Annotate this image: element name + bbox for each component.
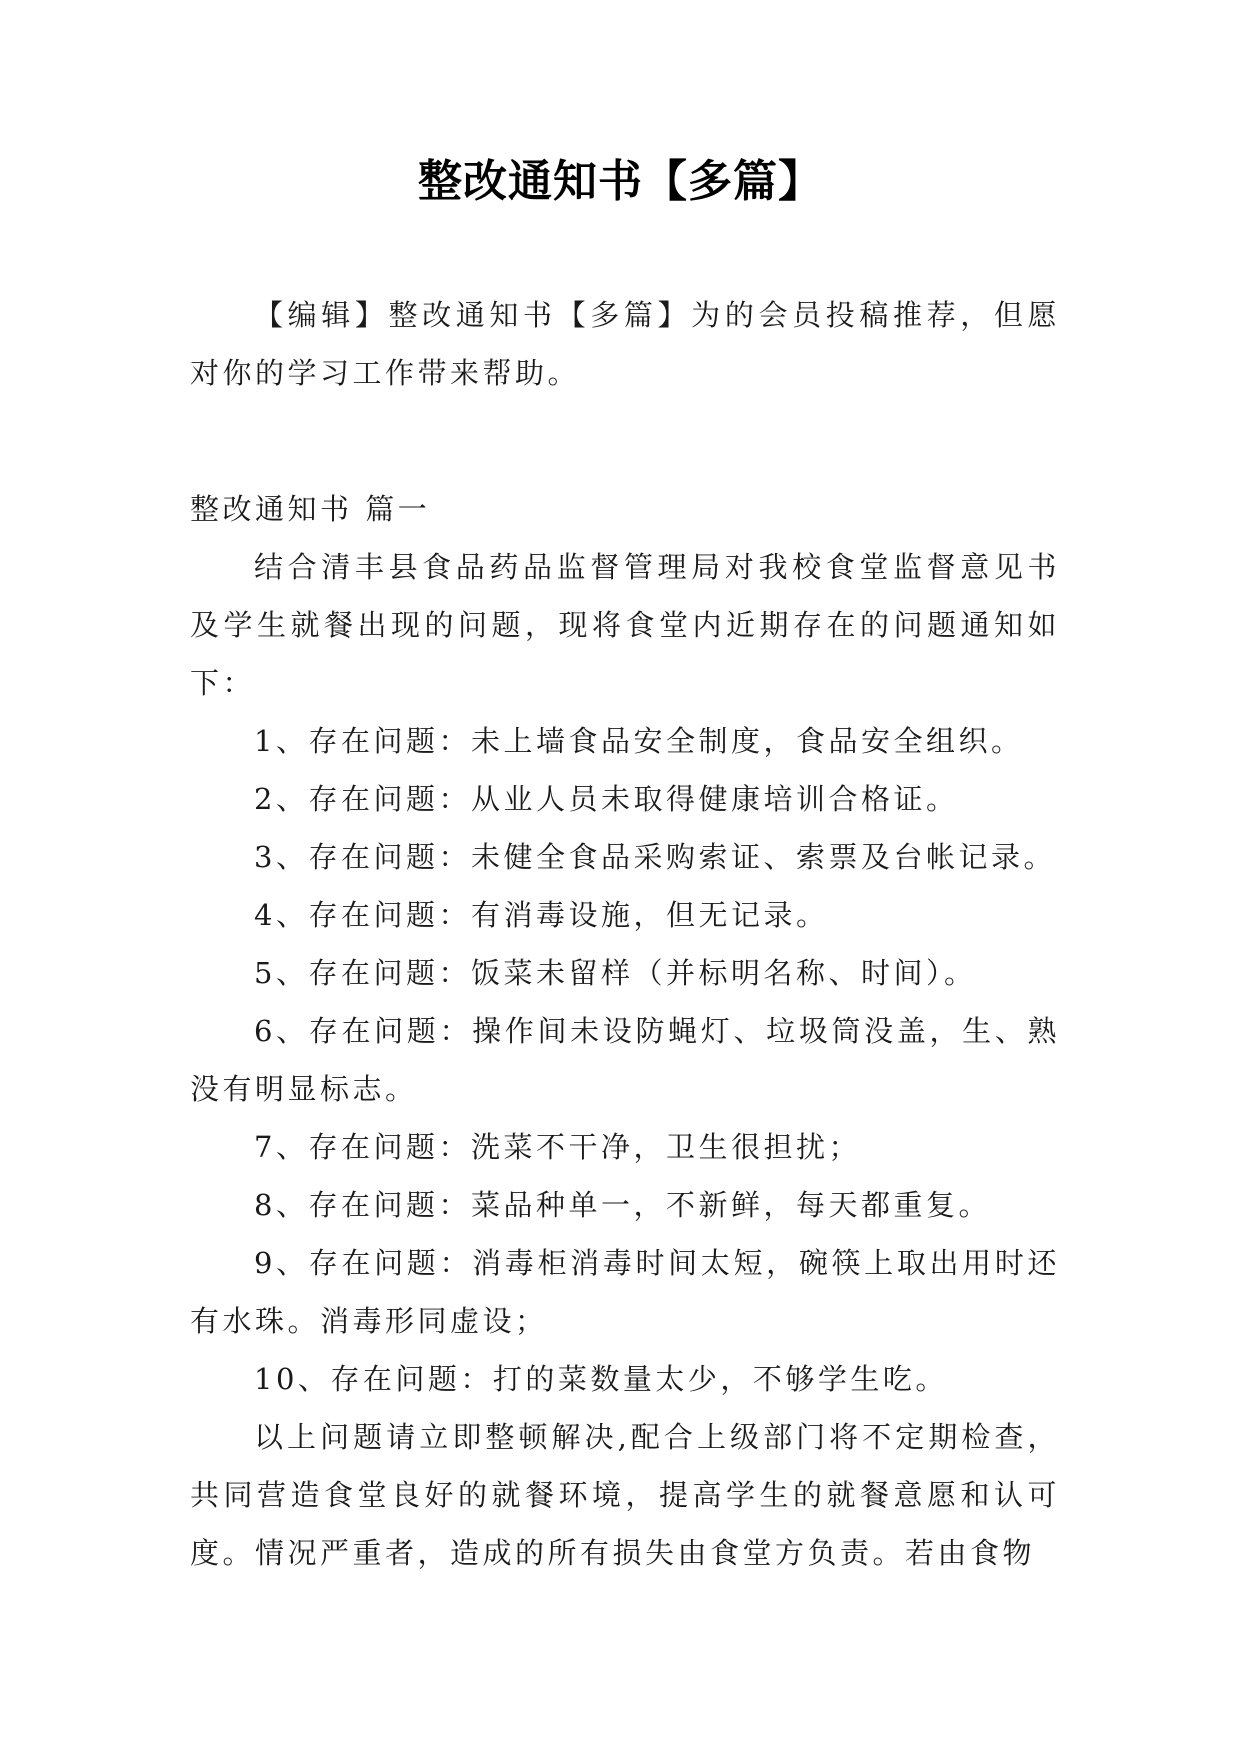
issue-item: 5、存在问题：饭菜未留样（并标明名称、时间）。 (254, 956, 977, 990)
document-body (190, 286, 1060, 1582)
document-title: 整改通知书【多篇】 (418, 156, 823, 207)
spacer (190, 402, 1060, 460)
issue-item: 10、存在问题：打的菜数量太少，不够学生吃。 (254, 1362, 948, 1396)
issue-item: 4、存在问题：有消毒设施，但无记录。 (254, 898, 829, 932)
issue-item: 7、存在问题：洗菜不干净，卫生很担扰； (254, 1130, 861, 1164)
issue-item: 3、存在问题：未健全食品采购索证、索票及台帐记录。 (254, 840, 1056, 874)
issue-item: 2、存在问题：从业人员未取得健康培训合格证。 (254, 782, 959, 816)
issue-item: 8、存在问题：菜品种单一，不新鲜，每天都重复。 (254, 1188, 991, 1222)
issue-item: 6、存在问题：操作间未设防蝇灯、垃圾筒没盖，生、熟没有明显标志。 (190, 1014, 1060, 1106)
issue-item: 9、存在问题：消毒柜消毒时间太短，碗筷上取出用时还有水珠。消毒形同虚设； (190, 1246, 1060, 1338)
closing-paragraph: 以上问题请立即整顿解决,配合上级部门将不定期检查，共同营造食堂良好的就餐环境，提高学生的就餐意愿和认可度。情况严重者，造成的所有损失由食堂方负责。若由食物 (190, 1420, 1060, 1570)
issue-item: 1、存在问题：未上墙食品安全制度，食品安全组织。 (254, 724, 1024, 758)
section-heading: 整改通知书 篇一 (190, 492, 431, 526)
body-paragraph: 结合清丰县食品药品监督管理局对我校食堂监督意见书及学生就餐出现的问题，现将食堂内近期存在的问题通知如下： (190, 550, 1060, 700)
spacer (190, 460, 1060, 480)
intro-paragraph: 【编辑】整改通知书【多篇】为的会员投稿推荐，但愿对你的学习工作带来帮助。 (190, 298, 1060, 390)
